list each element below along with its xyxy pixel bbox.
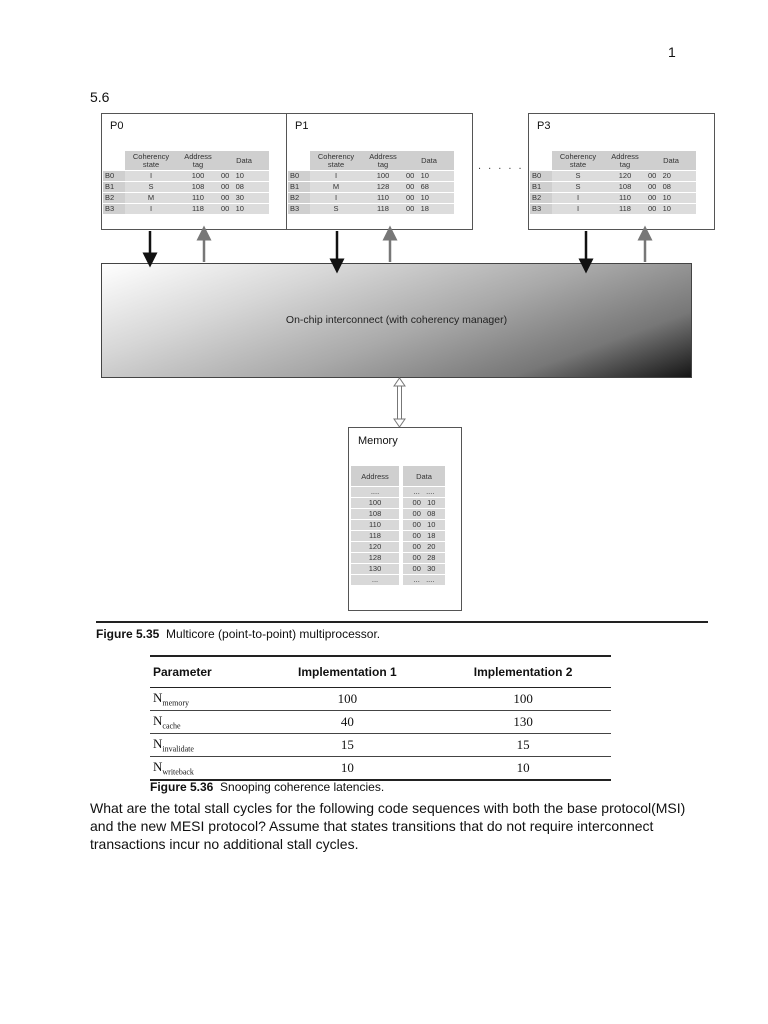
header-address: Address <box>351 466 399 487</box>
latency-table <box>150 655 611 781</box>
header-impl2: Implementation 2 <box>435 656 611 688</box>
figure-label: Figure 5.36 <box>150 780 214 794</box>
section-number: 5.6 <box>90 89 110 105</box>
memory-row: 120 00 20 <box>351 542 445 553</box>
header-data: Data <box>646 151 696 171</box>
interconnect-label: On-chip interconnect (with coherency manager) <box>285 314 508 326</box>
header-data: Data <box>404 151 454 171</box>
figure-5-35-caption <box>96 627 380 641</box>
page-number: 1 <box>668 44 676 60</box>
cache-row: B1 M 128 00 68 <box>288 182 454 193</box>
cache-row: B3 I 118 00 10 <box>530 204 696 215</box>
header-parameter: Parameter <box>150 656 259 688</box>
figure-divider <box>96 621 708 623</box>
cache-row: B3 I 118 00 10 <box>103 204 269 215</box>
cache-row: B0 I 100 00 10 <box>288 171 454 182</box>
table-row: $N_{memory}$ 100 100 <box>150 688 611 711</box>
memory-row: 128 00 28 <box>351 553 445 564</box>
processor-name: P1 <box>295 120 309 132</box>
table-row: $N_{writeback}$ 10 10 <box>150 757 611 781</box>
memory-box <box>348 427 462 611</box>
figure-caption-text: Multicore (point-to-point) multiprocessor. <box>166 627 381 641</box>
memory-row: ... ... .... <box>351 575 445 586</box>
figure-5-36-caption <box>150 780 384 794</box>
memory-row: 130 00 30 <box>351 564 445 575</box>
cache-row: B1 S 108 00 08 <box>530 182 696 193</box>
header-coherency: Coherency state <box>552 151 604 171</box>
memory-table <box>351 466 445 585</box>
cache-row: B0 S 120 00 20 <box>530 171 696 182</box>
header-coherency: Coherency state <box>125 151 177 171</box>
figure-caption-text: Snooping coherence latencies. <box>220 780 385 794</box>
cache-row: B2 I 110 00 10 <box>288 193 454 204</box>
cache-row: B1 S 108 00 08 <box>103 182 269 193</box>
table-row: $N_{cache}$ 40 130 <box>150 711 611 734</box>
question-text: What are the total stall cycles for the following code sequences with both the base protocol(MSI) and the new MESI protocol? Assume that states transitions that do not require interconnect transactions incur no additional stall cycles. <box>90 800 686 852</box>
cache-row: B2 M 110 00 30 <box>103 193 269 204</box>
memory-row: .... ... .... <box>351 487 445 498</box>
processor-name: P0 <box>110 120 124 132</box>
header-address: Address tag <box>362 151 404 171</box>
memory-row: 100 00 10 <box>351 498 445 509</box>
memory-title: Memory <box>358 435 398 447</box>
cache-row: B0 I 100 00 10 <box>103 171 269 182</box>
header-data: Data <box>403 466 445 487</box>
memory-double-arrow <box>394 378 405 427</box>
table-row: $N_{invalidate}$ 15 15 <box>150 734 611 757</box>
figure-label: Figure 5.35 <box>96 627 160 641</box>
header-data: Data <box>219 151 269 171</box>
header-impl1: Implementation 1 <box>259 656 435 688</box>
header-address: Address tag <box>604 151 646 171</box>
cache-row: B2 I 110 00 10 <box>530 193 696 204</box>
memory-row: 118 00 18 <box>351 531 445 542</box>
processor-name: P3 <box>537 120 551 132</box>
header-address: Address tag <box>177 151 219 171</box>
header-coherency: Coherency state <box>310 151 362 171</box>
ellipsis: . . . . . <box>478 160 524 172</box>
memory-row: 108 00 08 <box>351 509 445 520</box>
cache-row: B3 S 118 00 18 <box>288 204 454 215</box>
memory-row: 110 00 10 <box>351 520 445 531</box>
